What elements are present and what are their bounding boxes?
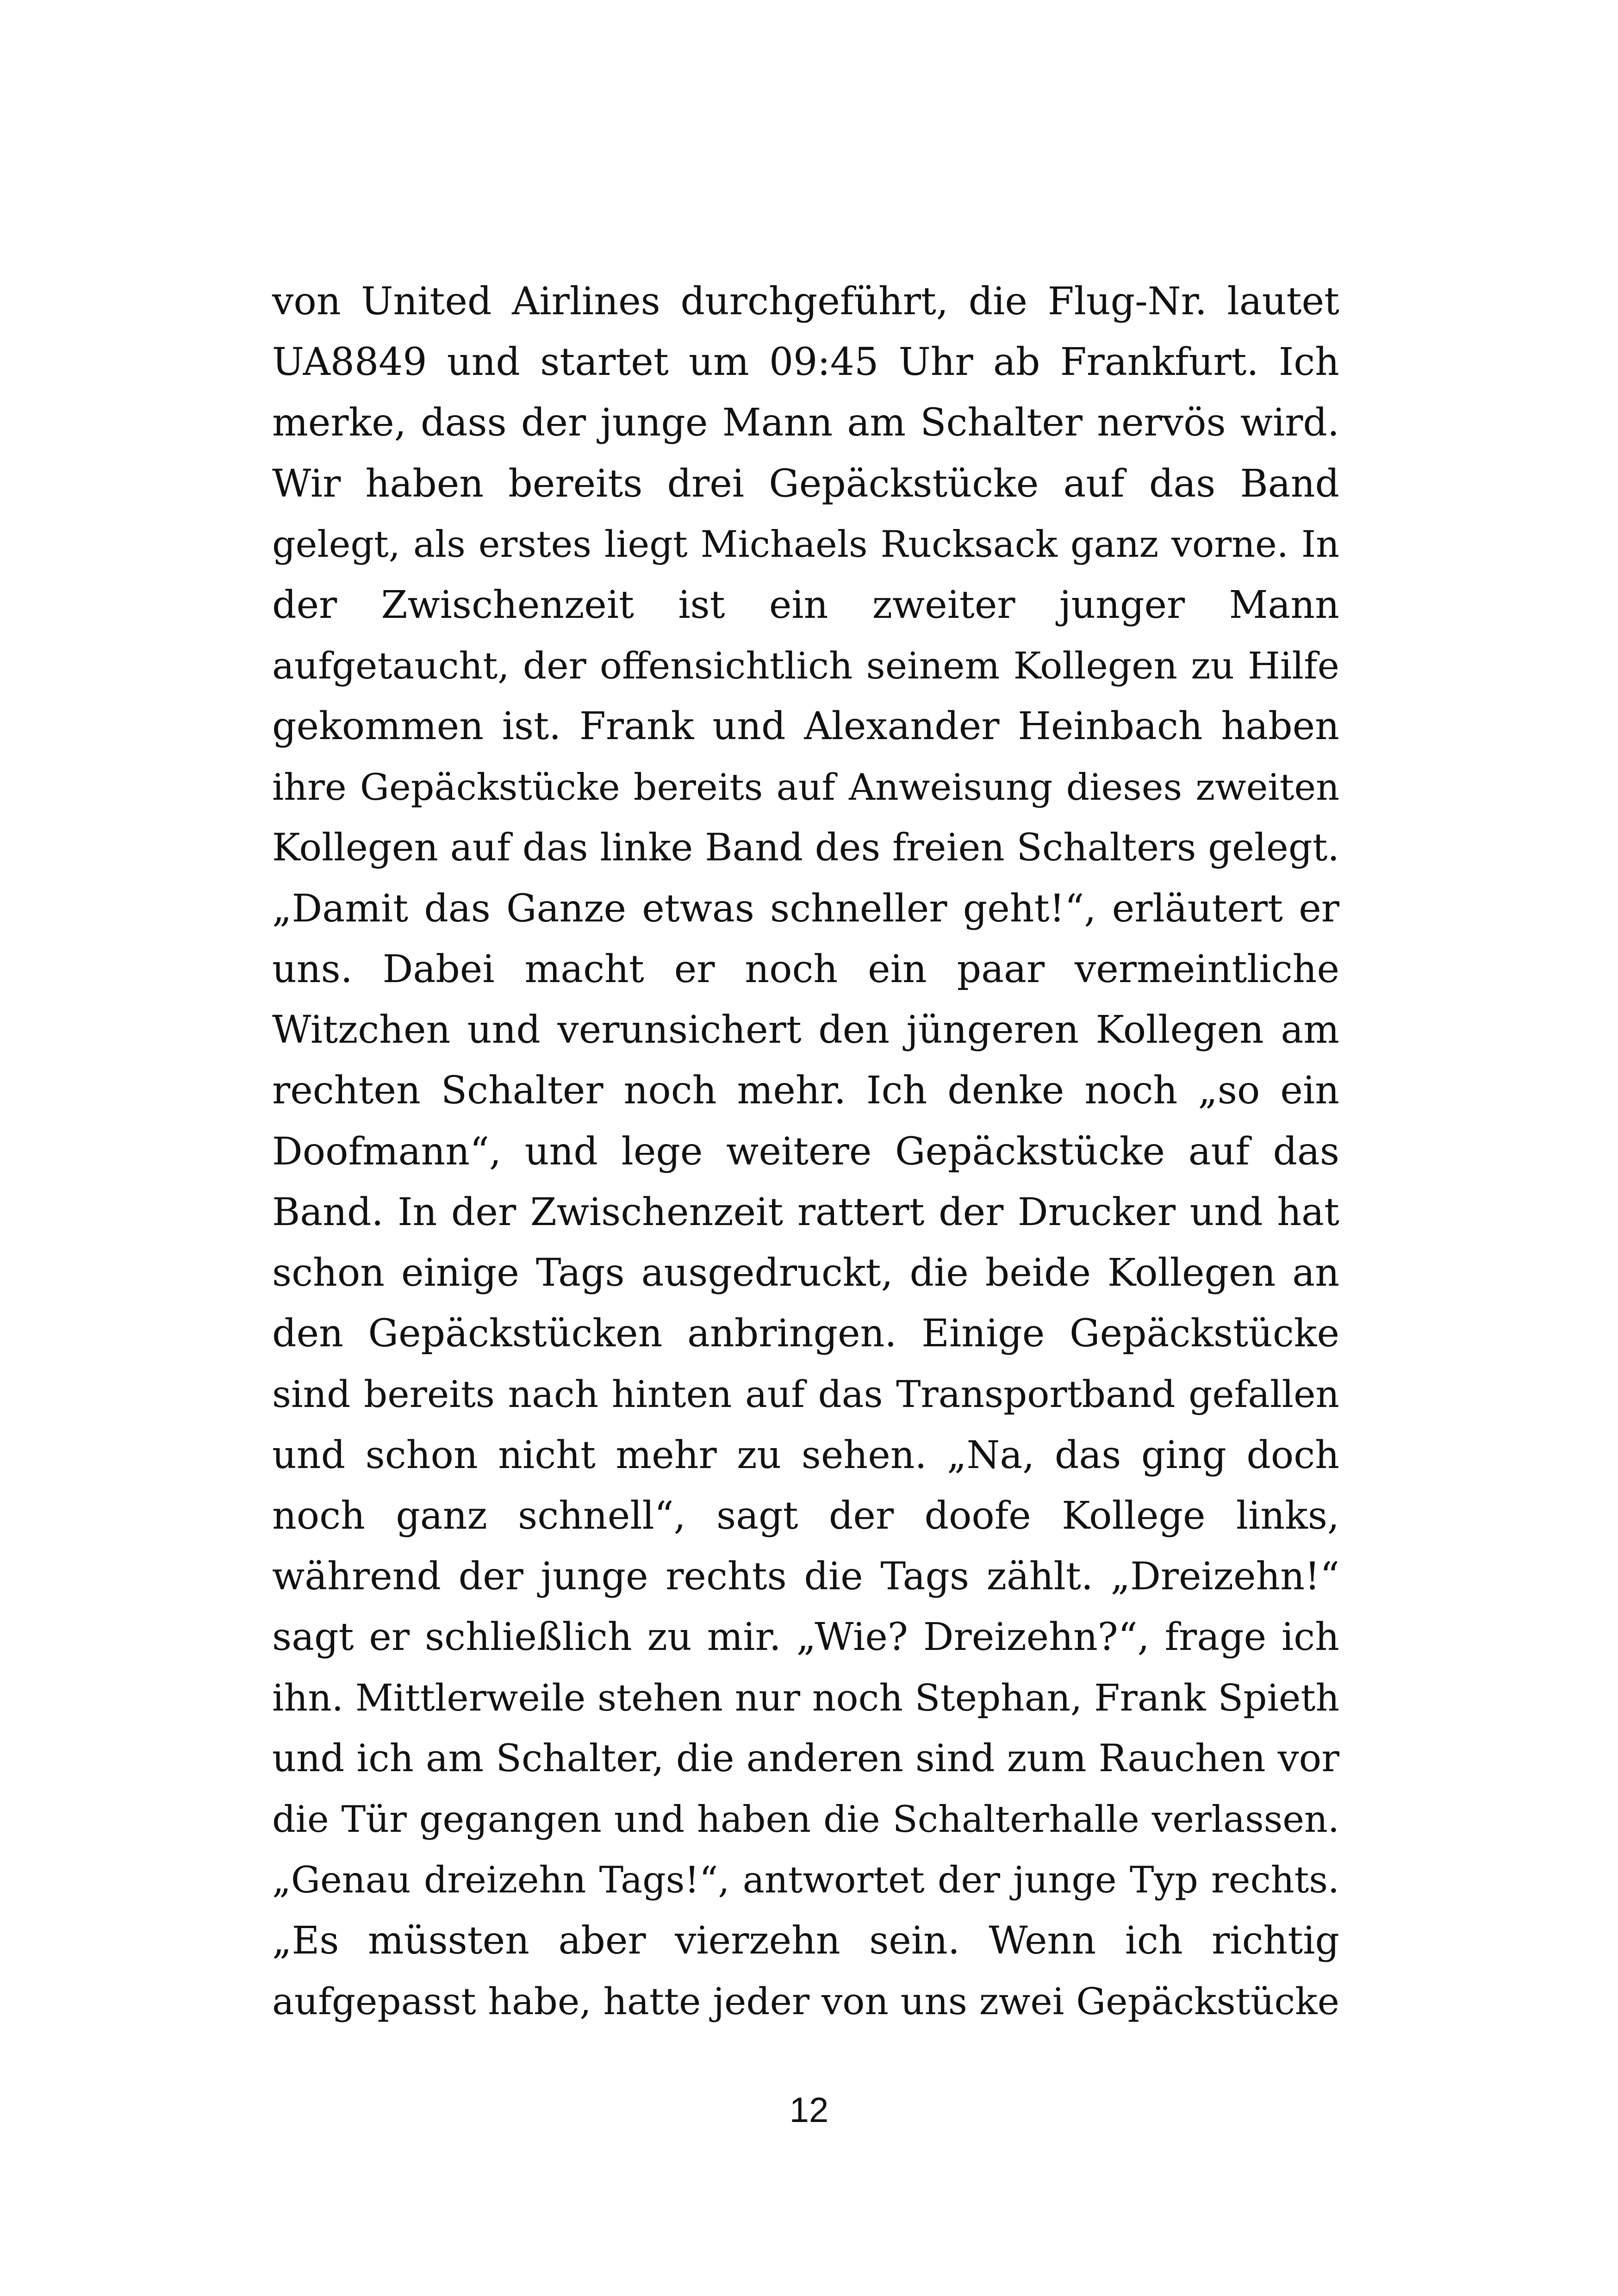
text-line: „Es müssten aber vierzehn sein. Wenn ich richtig (272, 1919, 1339, 1963)
text-line: die Tür gegangen und haben die Schalterhalle verlassen. (272, 1798, 1339, 1841)
text-line: schon einige Tags ausgedruckt, die beide Kollegen an (272, 1251, 1339, 1295)
text-line: aufgetaucht, der offensichtlich seinem Kollegen zu Hilfe (272, 644, 1339, 688)
text-line: den Gepäckstücken anbringen. Einige Gepäckstücke (272, 1312, 1339, 1356)
text-line: aufgepasst habe, hatte jeder von uns zwei Gepäckstücke (272, 1980, 1339, 2023)
text-line: ihre Gepäckstücke bereits auf Anweisung dieses zweiten (272, 765, 1339, 809)
text-line: rechten Schalter noch mehr. Ich denke noch „so ein (272, 1069, 1339, 1113)
text-line: noch ganz schnell“, sagt der doofe Kollege links, (272, 1493, 1339, 1538)
text-line: während der junge rechts die Tags zählt. „Dreizehn!“ (272, 1554, 1339, 1599)
text-line: Doofmann“, und lege weitere Gepäckstücke auf das (272, 1129, 1339, 1174)
text-line: von United Airlines durchgeführt, die Flug-Nr. lautet (272, 280, 1339, 324)
text-line: und ich am Schalter, die anderen sind zum Rauchen vor (272, 1736, 1339, 1780)
text-line: sagt er schließlich zu mir. „Wie? Dreizehn?“, frage ich (272, 1615, 1339, 1660)
text-line: sind bereits nach hinten auf das Transportband gefallen (272, 1373, 1339, 1416)
text-line: ihn. Mittlerweile stehen nur noch Stephan, Frank Spieth (272, 1676, 1339, 1720)
text-line: Kollegen auf das linke Band des freien Schalters gelegt. (272, 826, 1339, 870)
text-line: Witzchen und verunsichert den jüngeren Kollegen am (272, 1008, 1339, 1052)
text-line: Wir haben bereits drei Gepäckstücke auf das Band (272, 461, 1339, 506)
text-line: UA8849 und startet um 09:45 Uhr ab Frankfurt. Ich (272, 340, 1339, 385)
text-line: „Genau dreizehn Tags!“, antwortet der junge Typ rechts. (272, 1858, 1339, 1901)
text-line: und schon nicht mehr zu sehen. „Na, das ging doch (272, 1433, 1339, 1477)
body-text (272, 271, 1339, 2032)
text-line: merke, dass der junge Mann am Schalter nervös wird. (272, 401, 1339, 445)
text-line: „Damit das Ganze etwas schneller geht!“, erläutert er (272, 886, 1339, 931)
page-number: 12 (789, 2091, 829, 2130)
text-line: uns. Dabei macht er noch ein paar vermeintliche (272, 947, 1339, 992)
text-line: gelegt, als erstes liegt Michaels Rucksack ganz vorne. In (272, 523, 1339, 566)
text-line: gekommen ist. Frank und Alexander Heinbach haben (272, 704, 1339, 749)
text-line: der Zwischenzeit ist ein zweiter junger Mann (272, 583, 1339, 627)
text-line: Band. In der Zwischenzeit rattert der Drucker und hat (272, 1190, 1339, 1234)
